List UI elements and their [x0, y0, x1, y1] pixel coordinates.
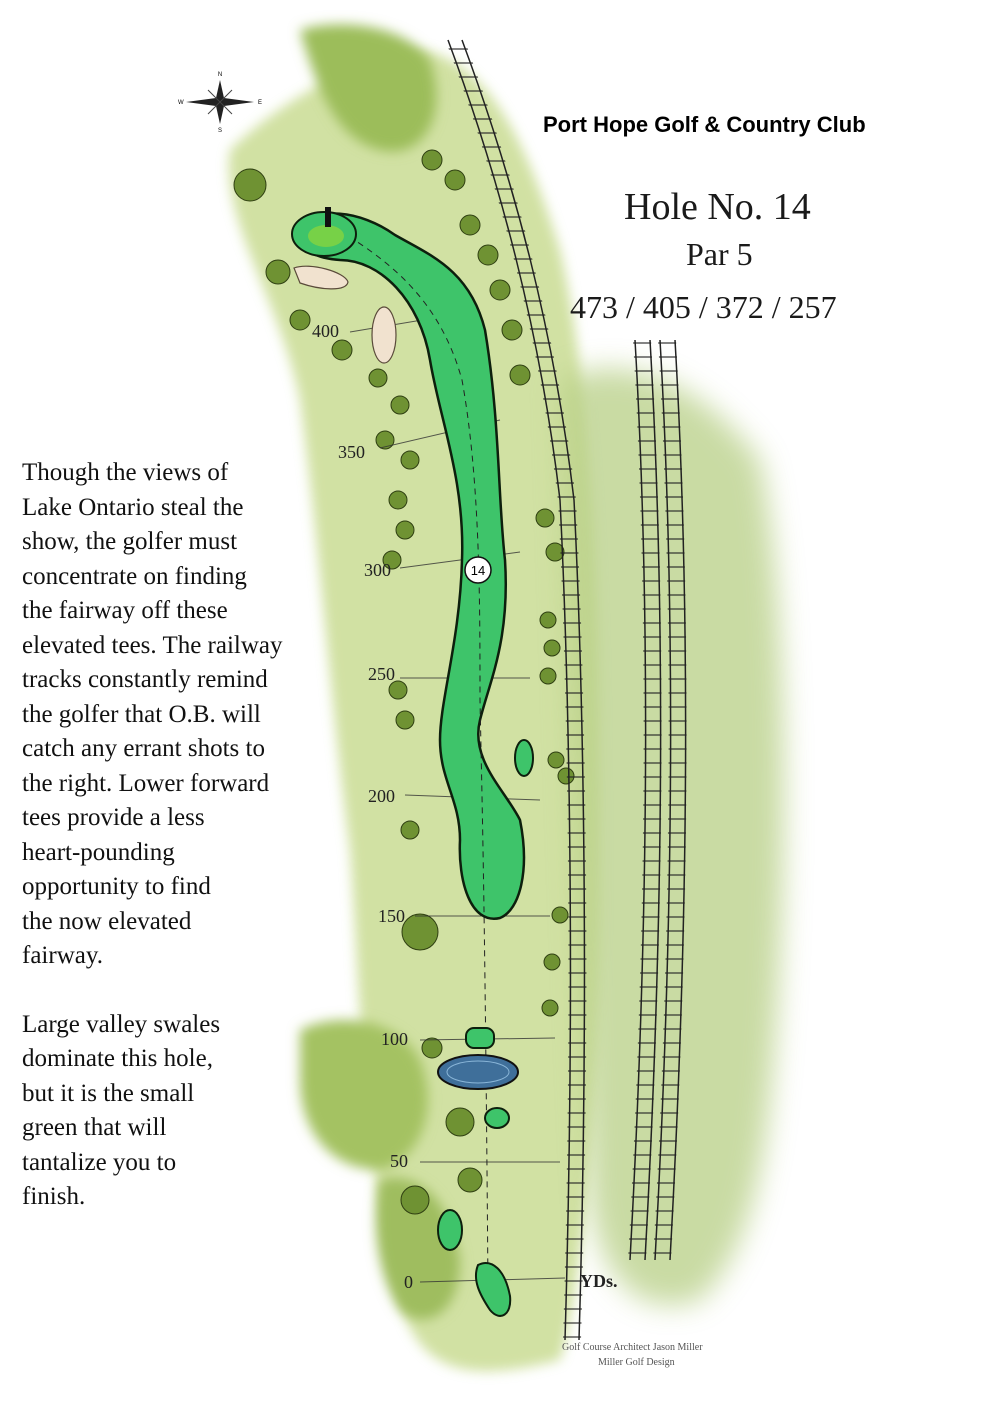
distance-marker: 200	[368, 786, 395, 806]
hole-description	[22, 456, 362, 1215]
description-paragraph-1: Though the views of Lake Ontario steal the show, the golfer must concentrate on finding the fairway off these elevated tees. The railway tracks constantly remind the golfer that O.B. will catch any errant shots to the right. Lower forward tees provide a less heart-pounding opportunity to find the now elevated fairway.	[22, 459, 283, 969]
compass-e: E	[258, 100, 263, 106]
description-paragraph-2: Large valley swales dominate this hole, but it is the small green that will tantalize you to finish.	[22, 1010, 221, 1210]
hole-number-marker	[465, 557, 491, 583]
distance-marker: 0	[404, 1272, 413, 1292]
distance-marker: 100	[381, 1029, 408, 1049]
compass-rose-icon	[178, 72, 262, 134]
compass-n: N	[217, 72, 223, 78]
water-hazard	[438, 1055, 518, 1089]
tee-yardages: 473 / 405 / 372 / 257	[570, 289, 837, 325]
hole-number-label: 14	[470, 563, 486, 578]
distance-marker: 350	[338, 442, 365, 462]
distance-marker: 150	[378, 906, 405, 926]
hole-title: Hole No. 14	[624, 186, 811, 228]
club-name: Port Hope Golf & Country Club	[543, 112, 866, 137]
par-label: Par 5	[686, 236, 753, 272]
firm-credit: Miller Golf Design	[598, 1357, 675, 1368]
units-label: YDs.	[580, 1271, 618, 1291]
distance-marker: 400	[312, 321, 339, 341]
distance-marker: 250	[368, 664, 395, 684]
distance-marker: 50	[390, 1151, 408, 1171]
compass-w: W	[178, 100, 184, 106]
compass-s: S	[217, 128, 223, 134]
architect-credit: Golf Course Architect Jason Miller	[562, 1342, 703, 1353]
distance-marker: 300	[364, 560, 391, 580]
